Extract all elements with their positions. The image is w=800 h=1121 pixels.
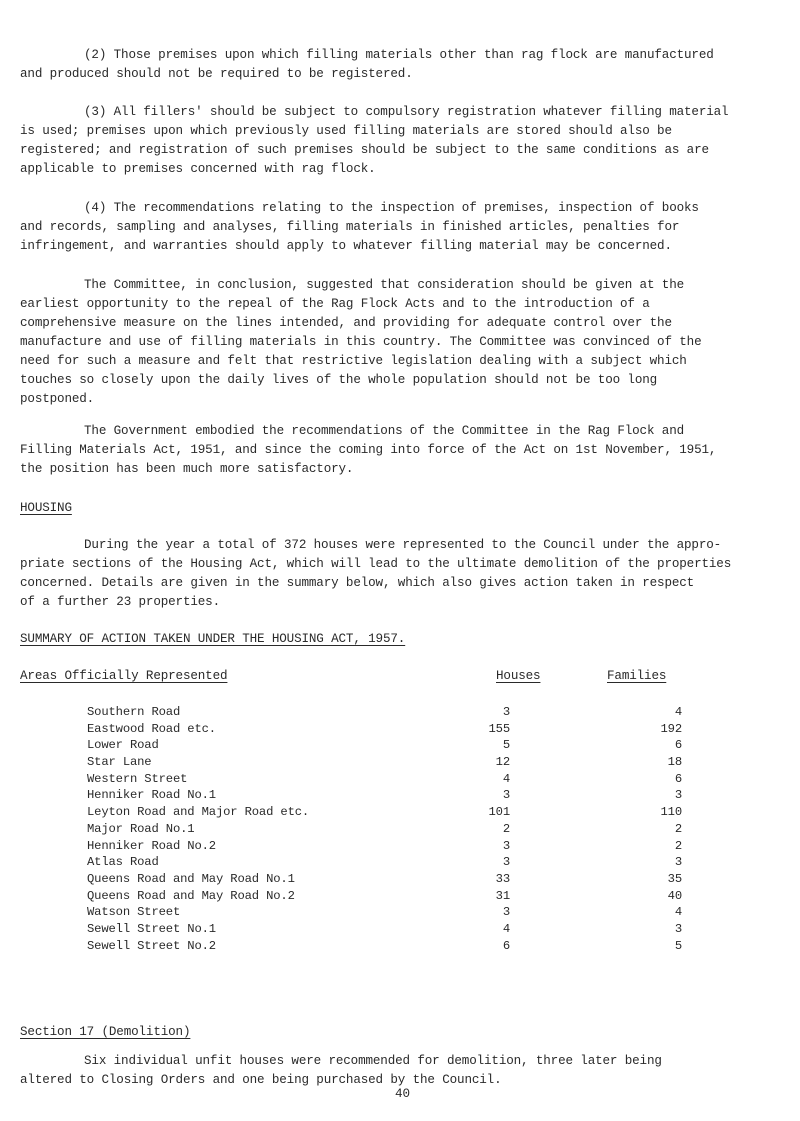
- table-cell-families: 6: [674, 771, 682, 786]
- paragraph-government: The Government embodied the recommendations of the Committee in the Rag Flock and Filling Materials Act, 1951, and since the coming into force of the Act on 1st November, 1951, the position has been much more satisfactory.: [20, 424, 717, 476]
- table-row: [0, 854, 800, 871]
- table-row: [0, 704, 800, 721]
- table-cell-houses: 2: [502, 821, 510, 836]
- table-cell-area: Sewell Street No.2: [87, 938, 216, 953]
- table-cell-families: 3: [674, 788, 682, 803]
- table-cell-houses: 31: [495, 888, 510, 903]
- table-row: [0, 871, 800, 888]
- table-cell-houses: 155: [488, 721, 510, 736]
- table-cell-families: 18: [667, 755, 682, 770]
- table-cell-area: Lower Road: [87, 738, 159, 753]
- table-cell-area: Queens Road and May Road No.2: [87, 888, 295, 903]
- table-cell-families: 2: [674, 838, 682, 853]
- table-cell-area: Major Road No.1: [87, 821, 195, 836]
- paragraph-2: (2) Those premises upon which filling materials other than rag flock are manufactured and produced should not be required to be registered.: [20, 48, 714, 81]
- table-row: [0, 821, 800, 838]
- table-cell-families: 110: [660, 805, 682, 820]
- table-cell-area: Eastwood Road etc.: [87, 721, 216, 736]
- heading-housing: HOUSING: [20, 501, 72, 515]
- housing-summary-table: [0, 704, 800, 954]
- table-row: [0, 721, 800, 738]
- page-number: 40: [395, 1087, 411, 1101]
- table-cell-area: Southern Road: [87, 705, 181, 719]
- table-cell-area: Henniker Road No.1: [87, 788, 216, 803]
- table-row: [0, 771, 800, 788]
- table-cell-families: 5: [674, 938, 682, 953]
- table-cell-families: 40: [667, 888, 682, 903]
- table-row: [0, 787, 800, 804]
- table-cell-area: Leyton Road and Major Road etc.: [87, 805, 310, 820]
- table-row: [0, 904, 800, 921]
- table-row: [0, 754, 800, 771]
- table-cell-area: Watson Street: [87, 905, 181, 920]
- table-cell-area: Atlas Road: [87, 855, 159, 870]
- table-header-families: Families: [607, 669, 667, 683]
- table-cell-houses: 101: [488, 805, 510, 820]
- table-row: [0, 737, 800, 754]
- table-cell-families: 192: [660, 721, 682, 736]
- table-cell-families: 35: [667, 871, 682, 886]
- table-cell-houses: 3: [502, 705, 510, 719]
- table-row: [0, 888, 800, 905]
- table-cell-area: Queens Road and May Road No.1: [87, 871, 295, 886]
- table-cell-houses: 4: [502, 771, 510, 786]
- table-row: [0, 804, 800, 821]
- table-cell-area: Star Lane: [87, 755, 152, 770]
- table-cell-houses: 33: [495, 871, 510, 886]
- table-cell-families: 2: [674, 821, 682, 836]
- table-cell-houses: 6: [502, 938, 510, 953]
- paragraph-3: (3) All fillers' should be subject to compulsory registration whatever filling material is used; premises upon which previously used filling materials are stored should also be registered; and registration of such premises should be subject to the same conditions as are applicable to premises concerned with rag flock.: [20, 105, 729, 176]
- paragraph-section-17: Six individual unfit houses were recommended for demolition, three later being altered to Closing Orders and one being purchased by the Council.: [20, 1054, 662, 1087]
- heading-summary: SUMMARY OF ACTION TAKEN UNDER THE HOUSING ACT, 1957.: [20, 632, 406, 646]
- table-cell-houses: 4: [502, 921, 510, 936]
- table-header-houses: Houses: [496, 669, 541, 683]
- heading-section-17: Section 17 (Demolition): [20, 1025, 191, 1039]
- table-row: [0, 921, 800, 938]
- table-cell-families: 4: [674, 905, 682, 920]
- table-cell-area: Sewell Street No.1: [87, 921, 216, 936]
- table-cell-houses: 3: [502, 838, 510, 853]
- table-cell-families: 3: [674, 921, 682, 936]
- table-row: [0, 938, 800, 955]
- table-cell-families: 6: [674, 738, 682, 753]
- table-cell-families: 4: [674, 705, 682, 719]
- table-cell-area: Western Street: [87, 771, 188, 786]
- table-cell-families: 3: [674, 855, 682, 870]
- table-cell-houses: 3: [502, 855, 510, 870]
- paragraph-housing: During the year a total of 372 houses were represented to the Council under the appro- priate sections of the Housing Act, which will lead to the ultimate demolition of the properties concerned. Details are given in the summary below, which also gives action taken in respect of a further 23 properties.: [20, 538, 732, 609]
- table-cell-houses: 12: [495, 755, 510, 770]
- table-cell-area: Henniker Road No.2: [87, 838, 216, 853]
- table-cell-houses: 3: [502, 905, 510, 920]
- paragraph-committee: The Committee, in conclusion, suggested that consideration should be given at the earliest opportunity to the repeal of the Rag Flock Acts and to the introduction of a comprehensive measure on the lines intended, and providing for adequate control over the manufacture and use of filling materials in this country. The Committee was convinced of the need for such a measure and felt that restrictive legislation dealing with a subject which touches so closely upon the daily lives of the whole population should not be too long postponed.: [20, 278, 702, 406]
- table-cell-houses: 5: [502, 738, 510, 753]
- paragraph-4: (4) The recommendations relating to the inspection of premises, inspection of books and records, sampling and analyses, filling materials in finished articles, penalties for infringement, and warranties should apply to whatever filling material may be concerned.: [20, 201, 699, 253]
- table-row: [0, 838, 800, 855]
- table-cell-houses: 3: [502, 788, 510, 803]
- table-header-area: Areas Officially Represented: [20, 669, 228, 683]
